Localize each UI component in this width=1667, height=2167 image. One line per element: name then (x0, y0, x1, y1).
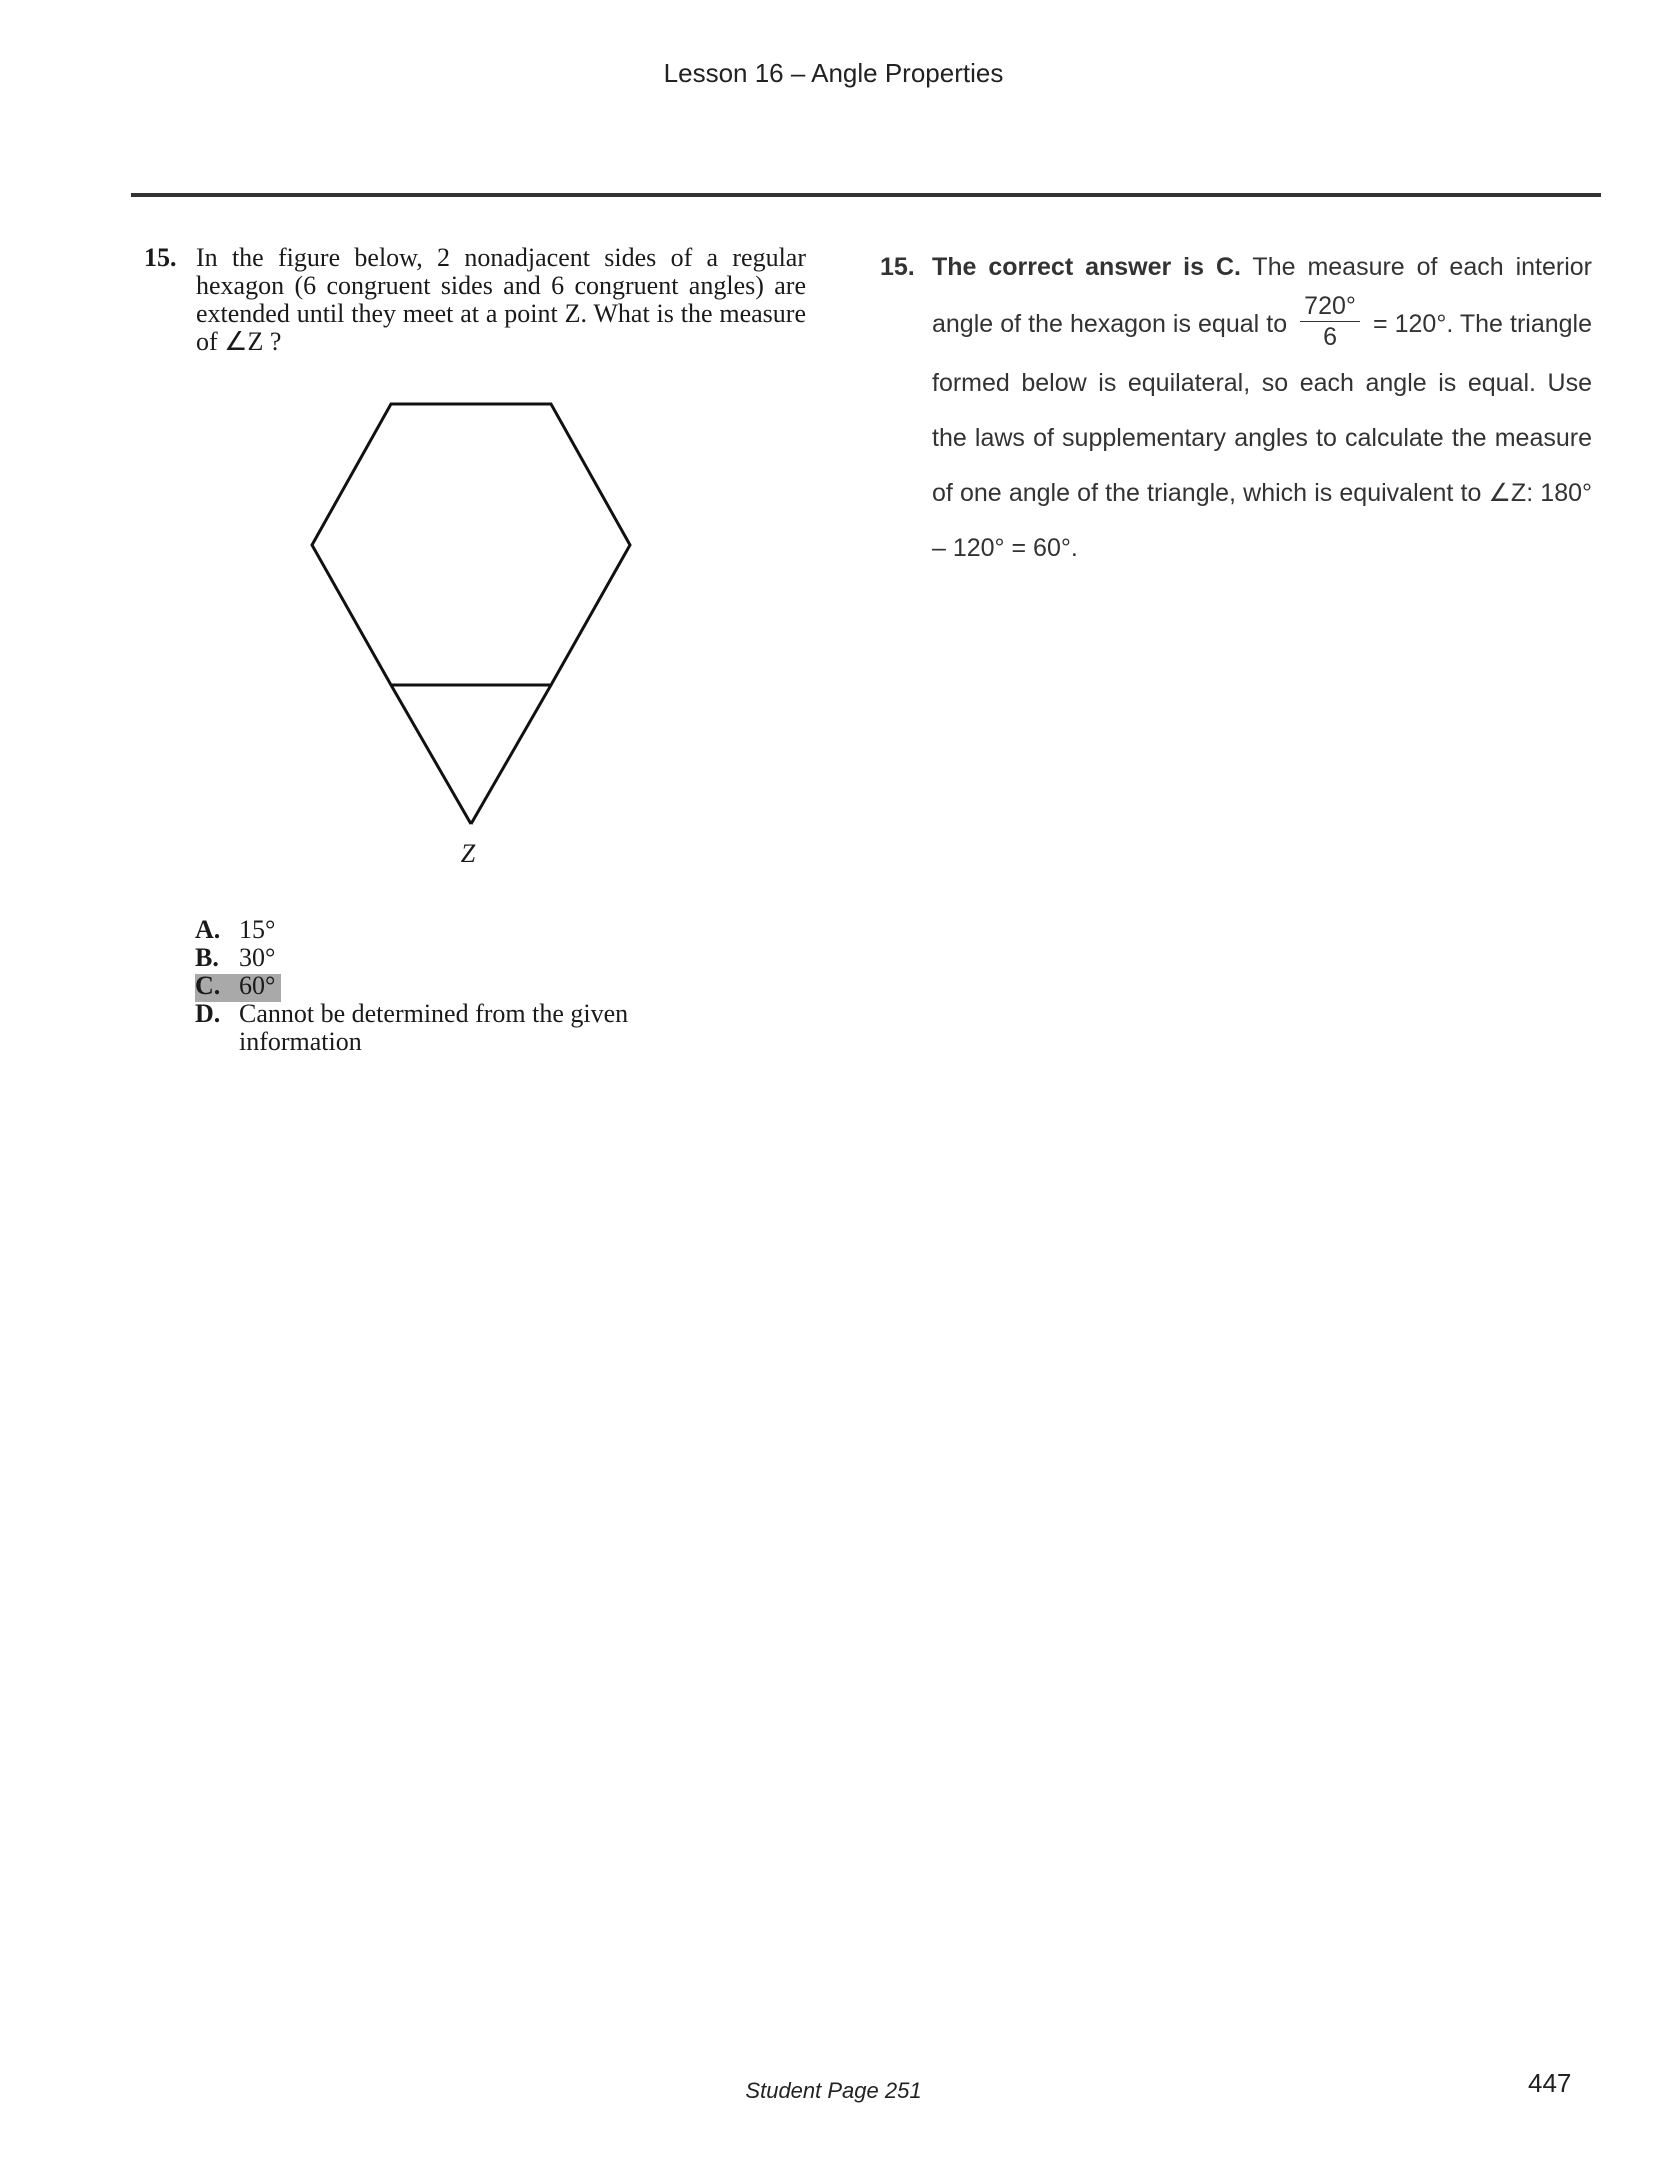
hexagon-figure (300, 390, 660, 870)
vertex-label-z: Z (460, 839, 476, 868)
choice-c[interactable] (195, 972, 755, 1000)
header-rule (131, 193, 1601, 197)
answer-lead: The correct answer is C. (932, 253, 1241, 281)
choice-text: Cannot be determined from the given information (239, 999, 629, 1056)
choice-letter: C. (195, 971, 221, 1000)
extension-left (391, 685, 471, 824)
answer-explanation (880, 240, 1592, 576)
answer-choices (195, 916, 755, 1056)
question-text: In the figure below, 2 nonadjacent sides of a regular hexagon (6 congruent sides and 6 congruent angles) are extended until they meet at a point Z. What is the measure of ∠Z ? (196, 243, 806, 356)
extension-right (471, 685, 551, 824)
answer-number: 15. (880, 253, 915, 281)
answer-text-2: = 120°. The triangle formed below is equilateral, so each angle is equal. Use the laws of supplementary angles to calculate the measure of one angle of the triangle, which is equivalent to ∠Z: 180° – 120° = 60°. (932, 310, 1592, 562)
choice-b[interactable] (195, 944, 755, 972)
answer-body (932, 240, 1592, 576)
question-number: 15. (144, 243, 177, 272)
fraction-numerator: 720° (1300, 291, 1360, 322)
answer-text-1: The measure of each interior angle of the hexagon is equal to (932, 253, 1592, 339)
choice-text: 30° (239, 943, 276, 972)
hexagon-shape (312, 404, 630, 685)
choice-d[interactable] (195, 1000, 755, 1056)
choice-letter: A. (195, 915, 221, 944)
choice-text: 15° (239, 915, 276, 944)
fraction-denominator: 6 (1323, 323, 1337, 351)
choice-letter: D. (195, 999, 221, 1028)
fraction (1300, 291, 1360, 352)
choice-letter: B. (195, 943, 219, 972)
question-15 (144, 244, 806, 356)
student-page-label: Student Page 251 (745, 2078, 922, 2103)
page-number: 447 (1528, 2068, 1572, 2098)
choice-text: 60° (239, 971, 276, 1000)
lesson-header: Lesson 16 – Angle Properties (663, 58, 1004, 88)
choice-a[interactable] (195, 916, 755, 944)
